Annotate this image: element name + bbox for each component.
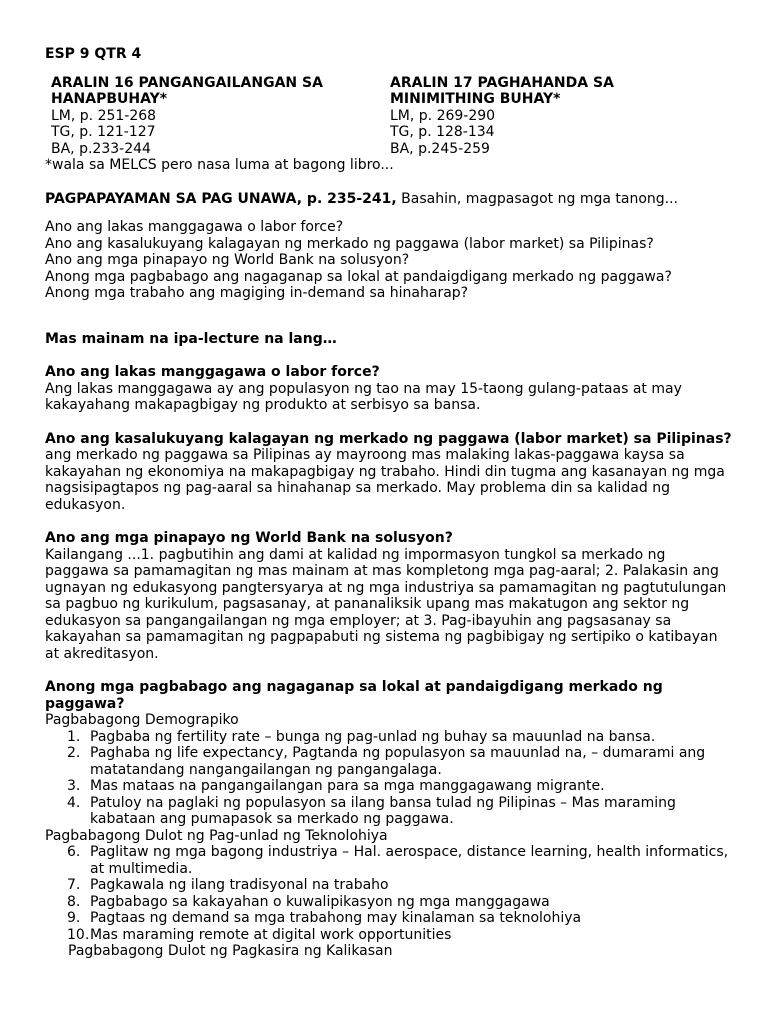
- list-number: 8.: [67, 893, 81, 910]
- list-item: [45, 877, 732, 894]
- question-item: Ano ang kasalukuyang kalagayan ng merkado ng paggawa (labor market) sa Pilipinas?: [45, 235, 654, 252]
- answer-line: edukasyon sa pangangailangan ng mga employer; at 3. Pag-ibayuhin ang pagsasanay sa: [45, 612, 672, 629]
- lesson-17-title-line2: MINIMITHING BUHAY*: [390, 91, 561, 107]
- list-text: Mas maraming remote at digital work opportunities: [90, 926, 452, 943]
- section-labor-market: [45, 431, 732, 514]
- answer-line: kakayahan sa pamamagitan ng pagpapabuti ng sistema ng pagbibigay ng sertipiko o katibayan: [45, 629, 718, 645]
- lesson-16-tg: TG, p. 121-127: [51, 124, 156, 140]
- list-number: 2.: [67, 745, 81, 761]
- list-item: [45, 927, 732, 944]
- answer-line: nagsisipagtapos ng pag-aaral sa hinahanap sa merkado. May problema din sa kalidad ng: [45, 480, 670, 496]
- list-text: Mas mataas na pangangailangan para sa mga manggagawang migrante.: [90, 778, 605, 794]
- list-text: Paglitaw ng mga bagong industriya – Hal. aerospace, distance learning, health informatics,: [90, 844, 729, 860]
- question-item: Anong mga pagbabago ang nagaganap sa lokal at pandaigdigang merkado ng paggawa?: [45, 268, 672, 285]
- section-question: Ano ang kasalukuyang kalagayan ng merkado ng paggawa (labor market) sa Pilipinas?: [45, 430, 732, 447]
- lesson-17-tg: TG, p. 128-134: [390, 124, 495, 140]
- instruction-bold: PAGPAPAYAMAN SA PAG UNAWA, p. 235-241,: [45, 190, 397, 207]
- section-changes: [45, 679, 732, 960]
- list-item: [45, 745, 732, 778]
- answer-line: Kailangang ...1. pagbutihin ang dami at kalidad ng impormasyon tungkol sa merkado ng: [45, 546, 666, 563]
- list-item: [45, 729, 732, 746]
- list-text: matatandang nangangailangan ng pangangalaga.: [90, 761, 442, 778]
- lesson-references: [45, 75, 732, 158]
- answer-line: kakayahan ng ekonomiya na makapagbigay ng trabaho. Hindi din tugma ang kasanayan ng mga: [45, 463, 725, 480]
- list-text: Pagkawala ng ilang tradisyonal na trabaho: [90, 877, 389, 893]
- list-item: [45, 795, 732, 828]
- technology-heading: Pagbabagong Dulot ng Pag-unlad ng Teknolohiya: [45, 827, 388, 844]
- lesson-16-title-line1: ARALIN 16 PANGANGAILANGAN SA: [51, 74, 323, 91]
- lesson-16-block: [51, 75, 390, 158]
- instruction-rest: Basahin, magpasagot ng mga tanong...: [396, 190, 678, 207]
- section-question: Ano ang mga pinapayo ng World Bank na solusyon?: [45, 530, 453, 546]
- lecture-heading: Mas mainam na ipa-lecture na lang…: [45, 330, 337, 347]
- answer-line: kakayahang makapagbigay ng produkto at serbisyo sa bansa.: [45, 397, 481, 413]
- list-item: [45, 894, 732, 911]
- list-text: Paghaba ng life expectancy, Pagtanda ng populasyon sa mauunlad na, – dumarami ang: [90, 745, 706, 761]
- list-number: 7.: [67, 877, 81, 893]
- answer-line: at akreditasyon.: [45, 645, 159, 662]
- list-number: 3.: [67, 778, 81, 794]
- lesson-17-title-line1: ARALIN 17 PAGHAHANDA SA: [390, 74, 614, 91]
- answer-line: ugnayan ng edukasyong pangtersyarya at ng mga industriya sa pamamagitan ng pagtutulungan: [45, 579, 727, 596]
- list-text: Pagbaba ng fertility rate – bunga ng pag-unlad ng buhay sa mauunlad na bansa.: [90, 728, 656, 745]
- list-item: [45, 910, 732, 927]
- question-list: [45, 219, 732, 302]
- lesson-16-title-line2: HANAPBUHAY*: [51, 91, 168, 107]
- course-title: ESP 9 QTR 4: [45, 46, 142, 62]
- section-world-bank: [45, 530, 732, 662]
- melcs-note: *wala sa MELCS pero nasa luma at bagong libro...: [45, 157, 394, 173]
- lesson-17-ba: BA, p.245-259: [390, 140, 490, 157]
- demographic-list: [45, 729, 732, 828]
- list-number: 4.: [67, 794, 81, 811]
- list-text: at multimedia.: [90, 860, 193, 877]
- question-item: Ano ang mga pinapayo ng World Bank na solusyon?: [45, 252, 410, 268]
- answer-line: Ang lakas manggagawa ay ang populasyon ng tao na may 15-taong gulang-pataas at may: [45, 380, 682, 397]
- list-text: kabataan ang pumapasok sa merkado ng paggawa.: [90, 811, 454, 827]
- list-number: 10.: [67, 926, 90, 943]
- list-text: Pagtaas ng demand sa mga trabahong may kinalaman sa teknolohiya: [90, 910, 582, 926]
- demographic-heading: Pagbabagong Demograpiko: [45, 712, 239, 728]
- lesson-16-ba: BA, p.233-244: [51, 140, 151, 157]
- list-item: [45, 778, 732, 795]
- lesson-17-lm: LM, p. 269-290: [390, 107, 496, 124]
- list-number: 6.: [67, 844, 81, 860]
- lesson-16-lm: LM, p. 251-268: [51, 107, 157, 124]
- section-labor-force: [45, 364, 732, 414]
- list-item: [45, 844, 732, 877]
- answer-line: edukasyon.: [45, 496, 126, 513]
- section-question-line2: paggawa?: [45, 695, 125, 712]
- list-number: 1.: [67, 728, 81, 745]
- section-question-line1: Anong mga pagbabago ang nagaganap sa lokal at pandaigdigang merkado ng: [45, 679, 663, 695]
- technology-list: [45, 844, 732, 943]
- list-text: Patuloy na paglaki ng populasyon sa ilang bansa tulad ng Pilipinas – Mas maraming: [90, 794, 676, 811]
- question-item: Anong mga trabaho ang magiging in-demand sa hinaharap?: [45, 285, 469, 301]
- list-number: 9.: [67, 910, 81, 926]
- list-text: Pagbabago sa kakayahan o kuwalipikasyon ng mga manggagawa: [90, 893, 550, 910]
- instruction-line: [45, 191, 732, 208]
- environment-heading: Pagbabagong Dulot ng Pagkasira ng Kalikasan: [68, 943, 393, 959]
- answer-line: sa pagbuo ng kurikulum, pagsasanay, at pananaliksik upang mas makatugon ang sektor ng: [45, 596, 690, 612]
- question-item: Ano ang lakas manggagawa o labor force?: [45, 219, 344, 235]
- lesson-17-block: [390, 75, 720, 158]
- answer-line: ang merkado ng paggawa sa Pilipinas ay mayroong mas malaking lakas-paggawa kaysa sa: [45, 447, 685, 463]
- section-question: Ano ang lakas manggagawa o labor force?: [45, 364, 380, 380]
- answer-line: paggawa sa pamamagitan ng mas mainam at mas kompletong mga pag-aaral; 2. Palakasin ang: [45, 563, 719, 579]
